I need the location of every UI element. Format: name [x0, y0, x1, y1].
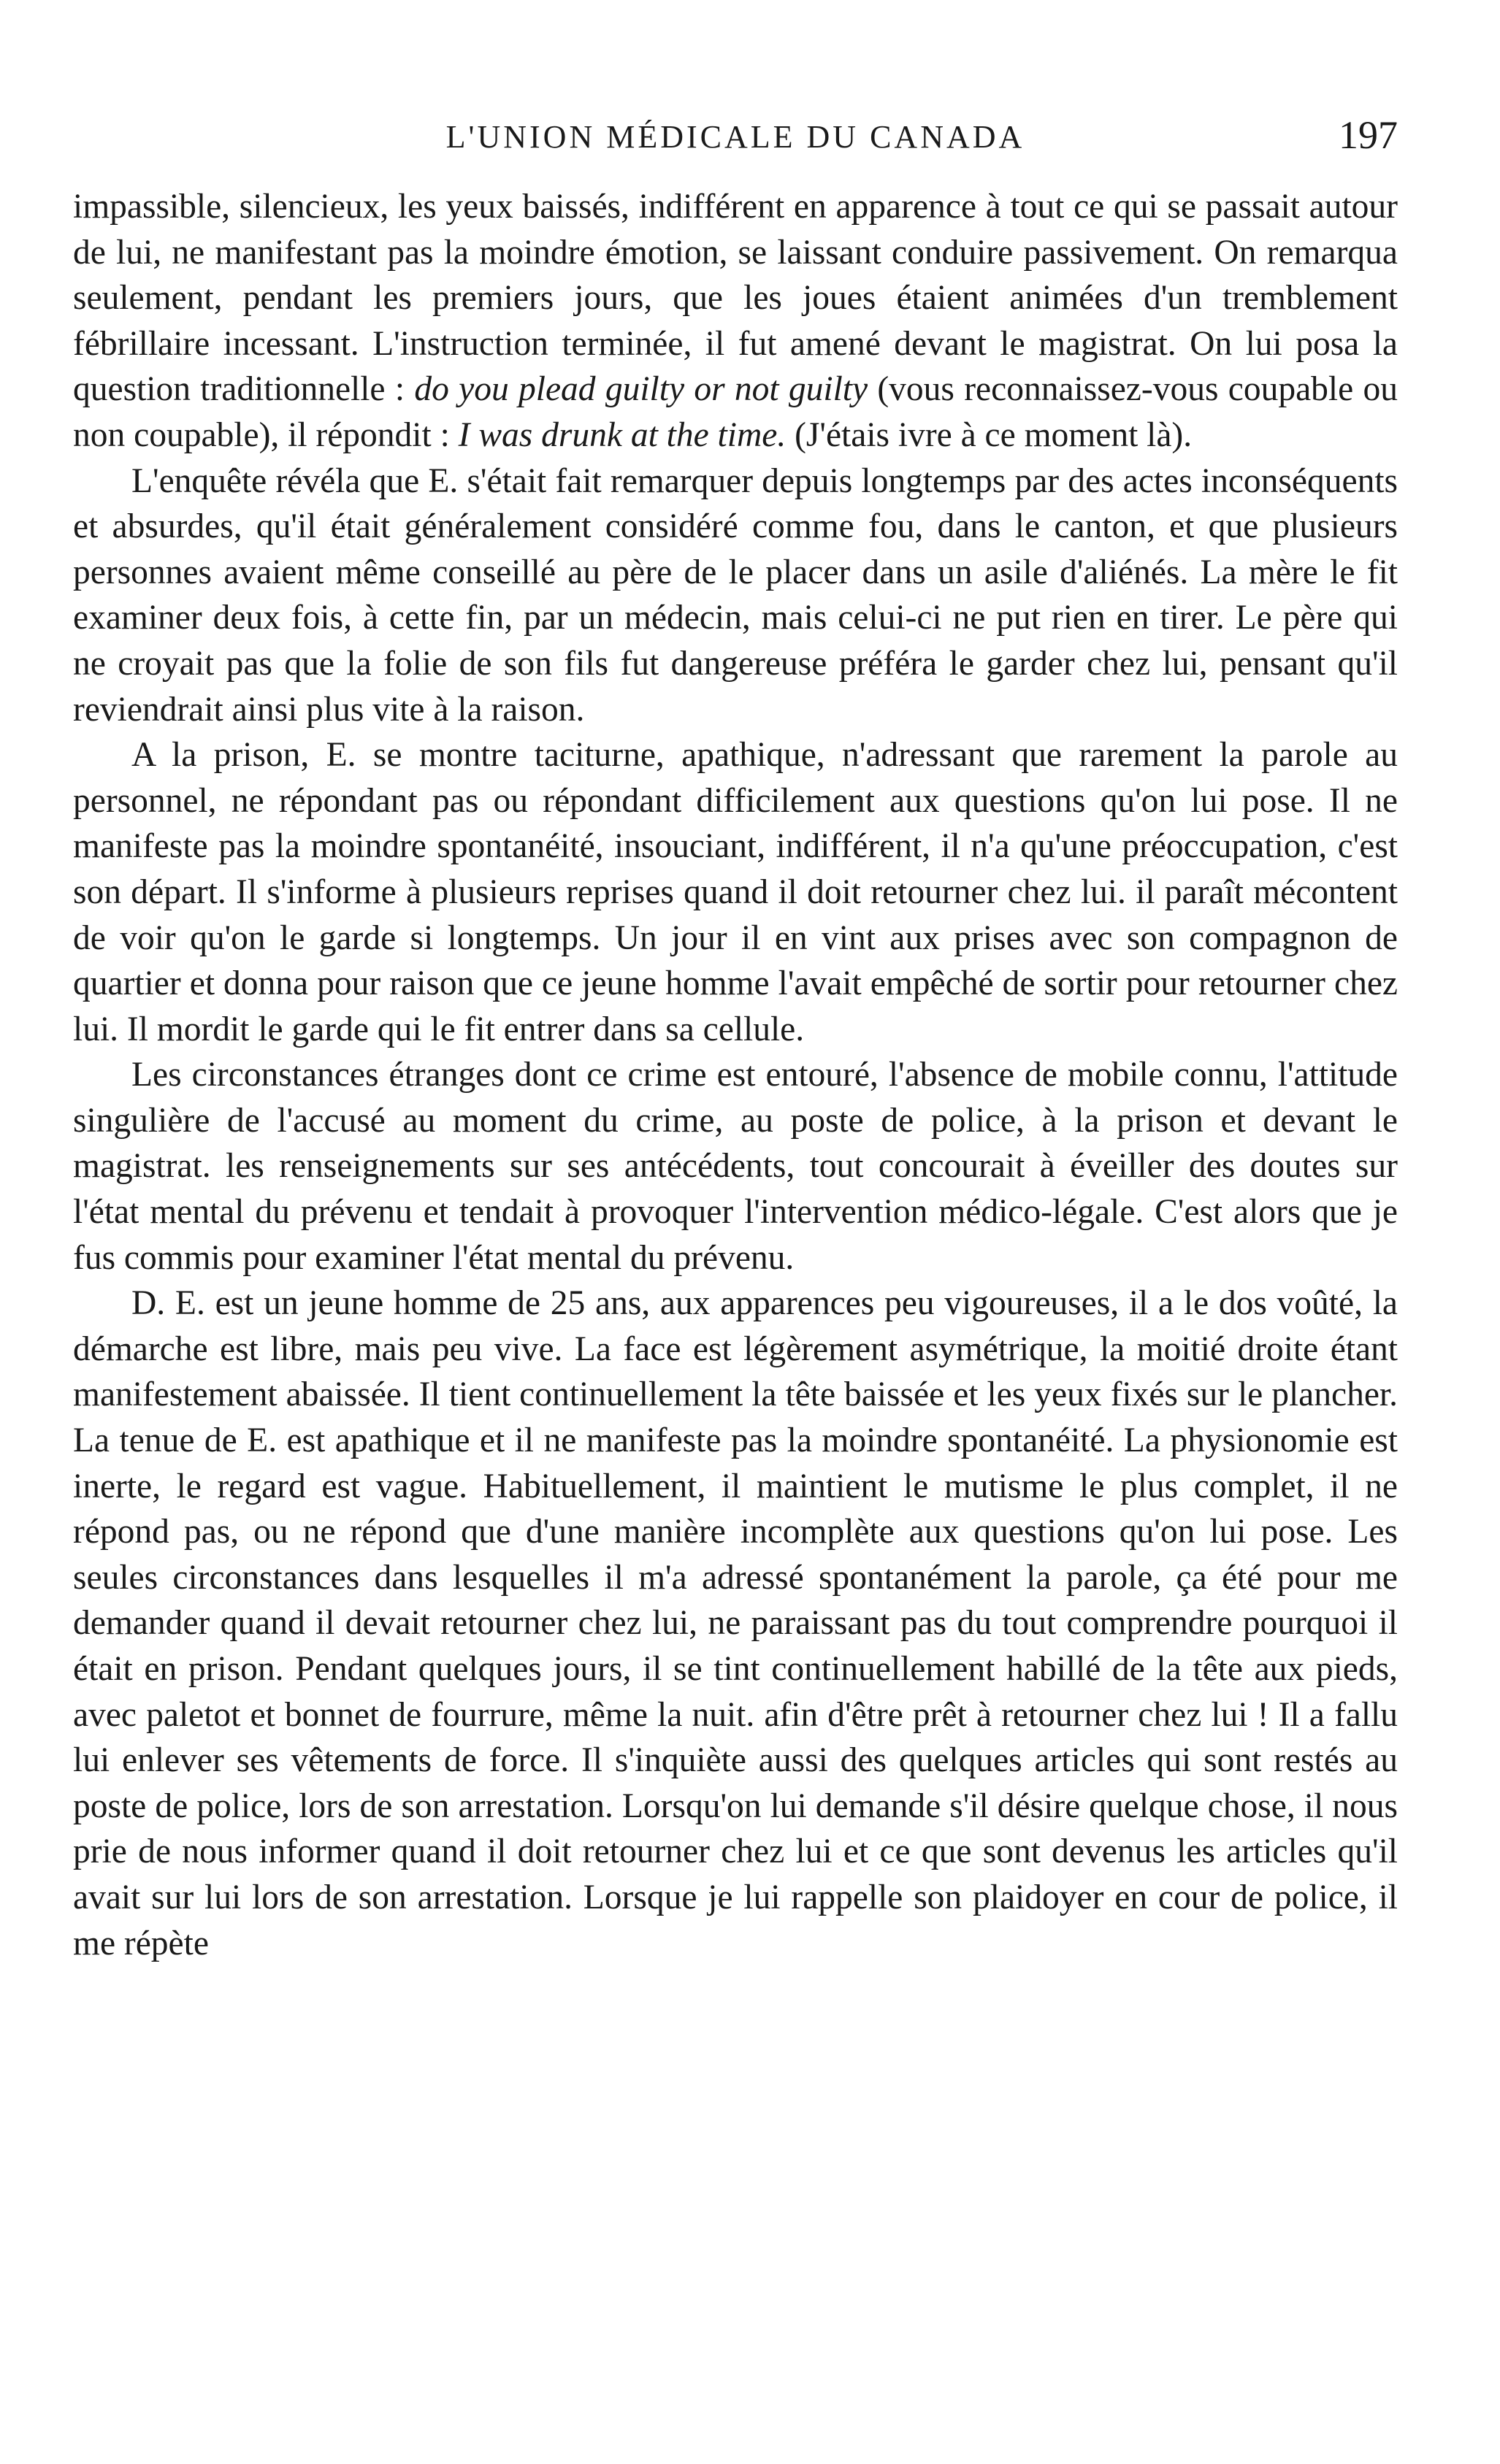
paragraph-1-text-b: (vous reconnaissez-vous coupable ou non coupable), il répondit :	[73, 370, 1398, 454]
running-head	[73, 110, 1398, 168]
paragraph-2: L'enquête révéla que E. s'était fait remarquer depuis longtemps par des actes inconséquents et absurdes, qu'il était généralement considéré comme fou, dans le canton, et que plusieurs personnes avaient même conseillé au père de le placer dans un asile d'aliénés. La mère le fit examiner deux fois, à cette fin, par un médecin, mais celui-ci ne put rien en tirer. Le père qui ne croyait pas que la folie de son fils fut dangereuse préféra le garder chez lui, pensant qu'il reviendrait ainsi plus vite à la raison.	[73, 461, 1398, 729]
paragraph-5: D. E. est un jeune homme de 25 ans, aux apparences peu vigoureuses, il a le dos voûté, la démarche est libre, mais peu vive. La face est légèrement asymétrique, la moitié droite étant manifestement abaissée. Il tient continuellement la tête baissée et les yeux fixés sur le plancher. La tenue de E. est apathique et il ne manifeste pas la moindre spontanéité. La physionomie est inerte, le regard est vague. Habituellement, il maintient le mutisme le plus complet, il ne répond pas, ou ne répond que d'une manière incomplète aux questions qu'on lui pose. Les seules circonstances dans lesquelles il m'a adressé spontanément la parole, ça été pour me demander quand il devait retourner chez lui, ne paraissant pas du tout comprendre pourquoi il était en prison. Pendant quelques jours, il se tint continuellement habillé de la tête aux pieds, avec paletot et bonnet de fourrure, même la nuit. afin d'être prêt à retourner chez lui ! Il a fallu lui enlever ses vêtements de force. Il s'inquiète aussi des quelques articles qui sont restés au poste de police, lors de son arrestation. Lorsqu'on lui demande s'il désire quelque chose, il nous prie de nous informer quand il doit retourner chez lui et ce que sont devenus les articles qu'il avait sur lui lors de son arrestation. Lorsque je lui rappelle son plaidoyer en cour de police, il me répète	[73, 1284, 1398, 1962]
paragraph-1-text-c: (J'étais ivre à ce moment là).	[786, 415, 1193, 454]
document-page	[73, 110, 1398, 1966]
paragraph-3: A la prison, E. se montre taciturne, apathique, n'adressant que rarement la parole au personnel, ne répondant pas ou répondant difficilement aux questions qu'on lui pose. Il ne manifeste pas la moindre spontanéité, insouciant, indifférent, il n'a qu'une préoccupation, c'est son départ. Il s'informe à plusieurs reprises quand il doit retourner chez lui. il paraît mécontent de voir qu'on le garde si longtemps. Un jour il en vint aux prises avec son compagnon de quartier et donna pour raison que ce jeune homme l'avait empêché de sortir pour retourner chez lui. Il mordit le garde qui le fit entrer dans sa cellule.	[73, 736, 1398, 1048]
page-number: 197	[1339, 113, 1398, 157]
body-text	[73, 184, 1398, 1966]
paragraph-1-italic-b: I was drunk at the time.	[458, 415, 787, 454]
paragraph-4: Les circonstances étranges dont ce crime est entouré, l'absence de mobile connu, l'attitude singulière de l'accusé au moment du crime, au poste de police, à la prison et devant le magistrat. les renseignements sur ses antécédents, tout concourait à éveiller des doutes sur l'état mental du prévenu et tendait à provoquer l'intervention médico-légale. C'est alors que je fus commis pour examiner l'état mental du prévenu.	[73, 1056, 1398, 1277]
paragraph-1	[73, 184, 1398, 458]
paragraph-1-italic-a: do you plead guilty or not guilty	[414, 370, 868, 409]
running-title: L'UNION MÉDICALE DU CANADA	[445, 119, 1025, 155]
paragraph-1-text-a: impassible, silencieux, les yeux baissés, indifférent en apparence à tout ce qui se passait autour de lui, ne manifestant pas la moindre émotion, se laissant conduire passivement. On remarqua seulement, pendant les premiers jours, que les joues étaient animées d'un tremblement fébrillaire incessant. L'instruction terminée, il fut amené devant le magistrat. On lui posa la question traditionnelle :	[73, 188, 1398, 409]
